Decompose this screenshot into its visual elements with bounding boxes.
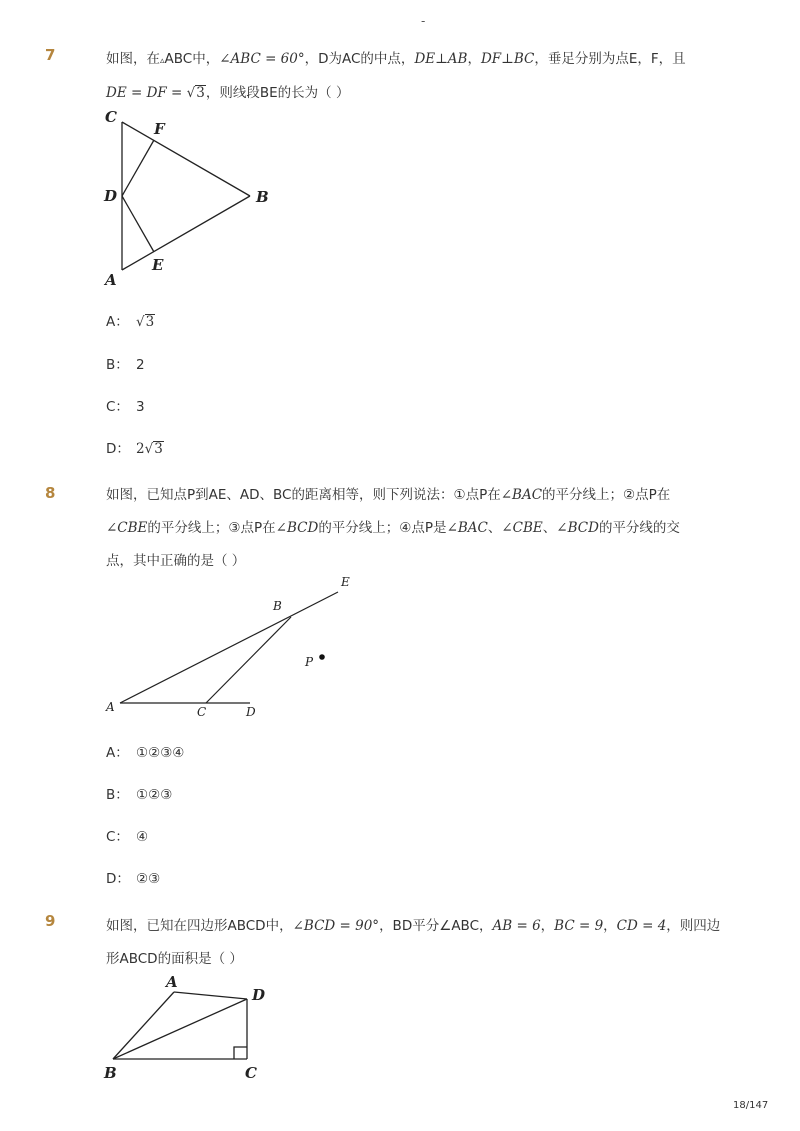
question-8-number: 8: [45, 484, 56, 502]
q7-text: ，则线段BE的长为（ ）: [205, 85, 350, 101]
option-label: A：: [106, 314, 129, 330]
radicand: 3: [196, 85, 205, 101]
q8-math: ∠CBE: [501, 520, 543, 536]
question-9-line-2: 形ABCD的面积是（ ）: [106, 951, 243, 967]
q7-math: DE⊥AB: [414, 51, 468, 67]
option-text: ②③: [136, 871, 161, 887]
q8-option-b[interactable]: [106, 785, 172, 805]
label-b: B: [104, 1064, 117, 1082]
q7-option-c[interactable]: [106, 397, 145, 417]
label-a: A: [105, 271, 117, 289]
q8-figure: [100, 570, 370, 720]
right-angle-mark: [234, 1047, 247, 1059]
q8-text: 如图，已知点P到AE、AD、BC的距离相等，则下列说法：①点P在: [106, 487, 501, 503]
label-b: B: [273, 599, 282, 613]
line-ad: [174, 992, 247, 999]
question-8-line-2: [106, 518, 680, 538]
line-de: [122, 196, 154, 252]
q8-text: 的平分线上；③点P在: [147, 520, 276, 536]
q8-option-c[interactable]: [106, 827, 148, 847]
question-9-line-1: [106, 916, 720, 936]
label-b: B: [256, 188, 269, 206]
option-label: D：: [106, 871, 130, 887]
line-df: [122, 140, 154, 196]
label-p: P: [305, 655, 314, 669]
q9-math: ∠BCD = 90°: [292, 918, 380, 934]
question-7-line-1: [106, 49, 686, 71]
q8-math: ∠BCD: [556, 520, 599, 536]
label-c: C: [245, 1064, 257, 1082]
point-p: [319, 654, 325, 660]
q8-math: ∠BAC: [500, 487, 543, 503]
option-label: A：: [106, 745, 129, 761]
q8-text: 的平分线上；④点P是: [318, 520, 447, 536]
label-f: F: [154, 120, 165, 138]
line-cb: [206, 617, 291, 703]
q7-text: ABC中，: [164, 51, 220, 67]
q7-text: 如图，在: [106, 51, 160, 67]
page-number: 18/147: [733, 1100, 769, 1111]
label-d: D: [246, 705, 256, 719]
q8-math: ∠BAC: [446, 520, 488, 536]
q8-option-d[interactable]: [106, 869, 160, 889]
option-label: D：: [106, 441, 130, 457]
q7-option-d[interactable]: [106, 439, 164, 459]
line-cb: [122, 122, 250, 196]
q9-text: ，: [540, 918, 555, 934]
radicand: 3: [154, 441, 163, 457]
q9-math: AB = 6: [492, 918, 541, 934]
sqrt-3: [145, 439, 164, 459]
option-label: C：: [106, 399, 129, 415]
q7-text: ，: [467, 51, 481, 67]
q9-math: CD = 4: [616, 918, 667, 934]
q9-math: BC = 9: [554, 918, 604, 934]
q9-text: ，BD平分∠ABC，: [379, 918, 493, 934]
radicand: 3: [145, 314, 155, 330]
q7-option-a[interactable]: [106, 312, 155, 332]
q7-triangle-figure: [100, 106, 280, 292]
question-7-number: 7: [45, 46, 56, 64]
top-mark: -: [421, 14, 426, 28]
label-a: A: [166, 973, 178, 991]
q9-text: 如图，已知在四边形ABCD中，: [106, 918, 293, 934]
option-label: B：: [106, 357, 129, 373]
q9-text: ，则四边: [666, 918, 721, 934]
ray-ae: [120, 592, 338, 703]
q8-math: ∠BCD: [275, 520, 319, 536]
question-7-line-2: [106, 83, 349, 103]
question-8-line-1: [106, 485, 670, 505]
line-ab: [122, 196, 250, 270]
radical-sign: √: [136, 314, 145, 330]
radical-sign: √: [144, 441, 154, 457]
q9-quadrilateral-figure: [95, 970, 275, 1085]
q7-text: ，D为AC的中点，: [304, 51, 415, 67]
q9-text: ，: [603, 918, 617, 934]
q7-math: DE = DF =: [106, 85, 187, 101]
label-e: E: [152, 256, 164, 274]
q8-text: 的平分线上；②点P在: [542, 487, 671, 503]
question-8-line-3: 点，其中正确的是（ ）: [106, 553, 246, 569]
q7-text: ，垂足分别为点E，F，且: [534, 51, 686, 67]
label-a: A: [106, 700, 115, 714]
sqrt-3: [136, 312, 155, 332]
q8-math: ∠CBE: [106, 520, 148, 536]
q8-text: 、: [542, 520, 557, 536]
q7-option-b[interactable]: [106, 355, 145, 375]
line-bd: [113, 999, 247, 1059]
q8-text: 的平分线的交: [598, 520, 680, 536]
line-ba: [113, 992, 174, 1059]
label-c: C: [197, 705, 207, 719]
option-text: 3: [136, 399, 145, 415]
sqrt-3: [187, 83, 206, 103]
option-text: ④: [136, 829, 149, 845]
q7-math: ∠ABC = 60°: [219, 51, 305, 67]
q7-math: DF⊥BC: [480, 51, 535, 67]
option-text: ①②③④: [136, 745, 185, 761]
option-label: B：: [106, 787, 129, 803]
option-text: 2: [136, 357, 145, 373]
question-9-number: 9: [45, 912, 56, 930]
label-e: E: [341, 575, 350, 589]
q8-text: 、: [487, 520, 502, 536]
option-coefficient: 2: [136, 441, 145, 457]
label-c: C: [105, 108, 117, 126]
option-text: ①②③: [136, 787, 173, 803]
label-d: D: [252, 986, 266, 1004]
label-d: D: [104, 187, 118, 205]
q8-option-a[interactable]: [106, 743, 184, 763]
radical-sign: √: [186, 85, 196, 101]
option-label: C：: [106, 829, 129, 845]
triangle-symbol: ▵: [160, 56, 165, 66]
